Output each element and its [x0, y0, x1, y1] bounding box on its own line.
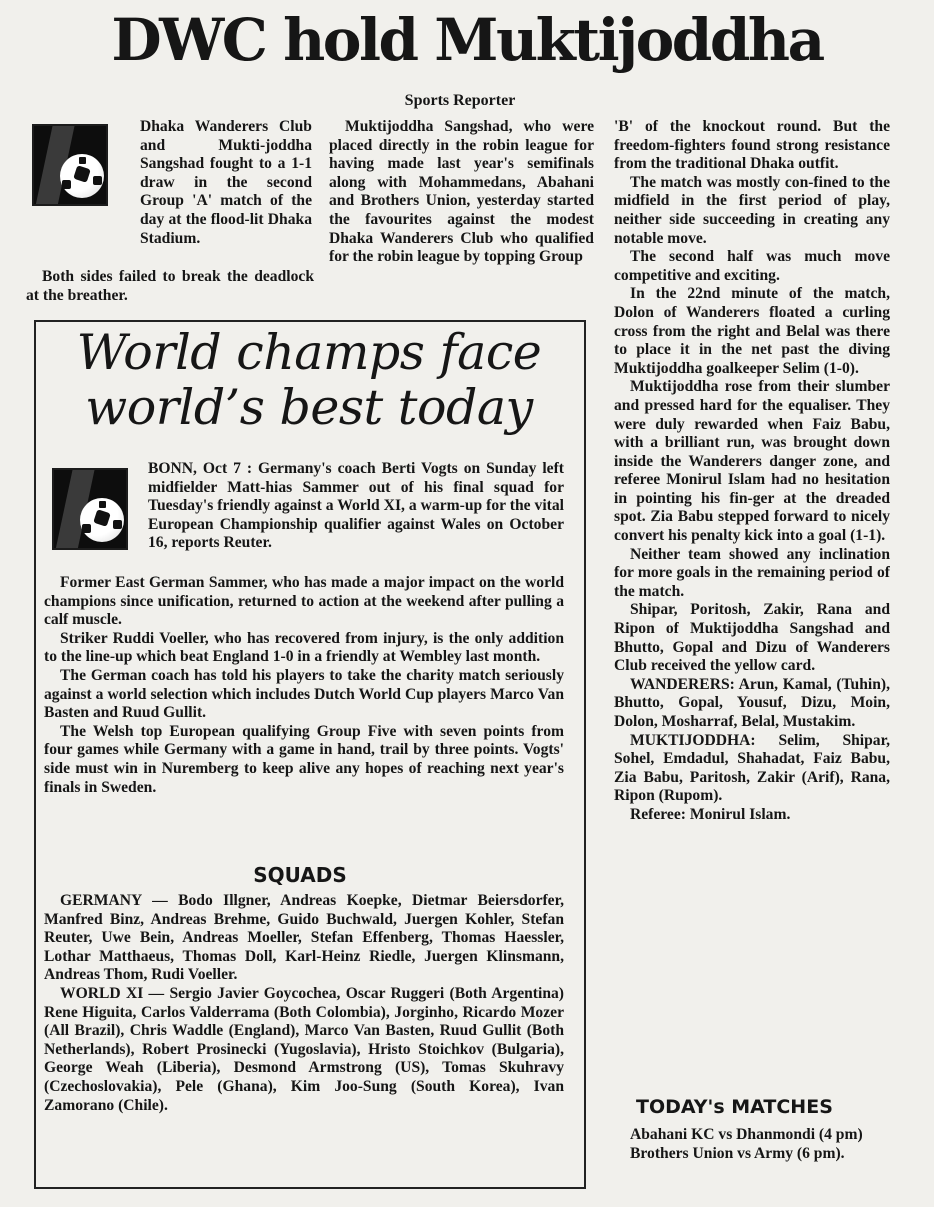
world-p3: Striker Ruddi Voeller, who has recovered from injury, is the only addition to the line-up which beat England 1-0 in a friendly at Wembley last month. [44, 629, 564, 666]
todays-matches-title: TODAY's MATCHES [636, 1096, 833, 1118]
lead-col1-p1: Dhaka Wanderers Club and Mukti-joddha Sangshad fought to a 1-1 draw in the second Group 'A' match of the day at the flood-lit Dhaka Stadium. [140, 118, 312, 247]
lead-col1-col2-wrap [329, 118, 594, 318]
lead-col3-p3: The second half was much move competitive and exciting. [614, 248, 890, 284]
lead-col3-p2: The match was mostly con-fined to the midfield in the first period of play, neither side succeeding in creating any notable move. [614, 173, 890, 247]
todays-matches-list [614, 1126, 890, 1163]
lead-col3-p9: MUKTIJODDHA: Selim, Shipar, Sohel, Emdadul, Shahadat, Faiz Babu, Zia Babu, Paritosh, Zakir (Arif), Rana, Ripon (Rupom). [614, 731, 890, 805]
headline: DWC hold Muktijoddha [111, 6, 823, 74]
world-headline-line2: world’s best today [85, 379, 533, 436]
world-champs-headline [44, 325, 574, 435]
world-p5: The Welsh top European qualifying Group Five with seven points from four games while Germany with a game in hand, trail by three points. Vogts' side must win in Nuremberg to keep alive any hopes of reaching next year's finals in Sweden. [44, 722, 564, 796]
todays-match-1: Abahani KC vs Dhanmondi (4 pm) [630, 1126, 863, 1143]
lead-col3-p6: Neither team showed any inclination for more goals in the remaining period of the match. [614, 545, 890, 600]
world-body [44, 574, 564, 797]
germany-squad: GERMANY — Bodo Illgner, Andreas Koepke, Dietmar Beiersdorfer, Manfred Binz, Andreas Brehme, Guido Buchwald, Juergen Kohler, Stefan Reuter, Uwe Bein, Andreas Moeller, Stefan Effenberg, Thomas Haessler, Lothar Matthaeus, Thomas Doll, Karl-Heinz Riedle, Juergen Klinsmann, Andreas Thom, Rudi Voeller. [44, 892, 564, 984]
world-dateline [148, 460, 564, 553]
lead-col1-narrow [140, 118, 312, 248]
lead-col3-p7: Shipar, Poritosh, Zakir, Rana and Ripon of Muktijoddha Sangshad and Bhutto, Gopal and Dizu of Wanderers Club received the yellow card. [614, 601, 890, 675]
squads-body [44, 892, 564, 1115]
world-headline-line1: World champs face [76, 324, 542, 381]
lead-col3-p1: 'B' of the knockout round. But the freedom-fighters found strong resistance from the traditional Dhaka outfit. [614, 118, 890, 173]
football-photo [32, 124, 108, 206]
lead-col3 [614, 118, 890, 1096]
todays-match-2: Brothers Union vs Army (6 pm). [630, 1144, 845, 1162]
lead-col1-p2: Both sides failed to break the deadlock at the breather. [26, 268, 314, 304]
world-xi-squad: WORLD XI — Sergio Javier Goycochea, Oscar Ruggeri (Both Argentina) Rene Higuita, Carlos Valderrama (Both Colombia), Jorginho, Ricardo Mozer (All Brazil), Chris Waddle (England), Marco Van Basten, Ruud Gullit (Both Netherlands), Robert Prosinecki (Yugoslavia), Hristo Stoichkov (Bulgaria), George Weah (Liberia), Desmond Armstrong (US), Tomas Skuhravy (Czechoslovakia), Pele (Ghana), Kim Joo-Sung (South Korea), Ivan Zamorano (Chile). [44, 984, 564, 1114]
world-p1: BONN, Oct 7 : Germany's coach Berti Vogts on Sunday left midfielder Matt-hias Sammer out of his final squad for Tuesday's friendly against a World XI, a warm-up for the vital European Championship qualifier against Wales on October 16, reports Reuter. [148, 460, 564, 552]
lead-col2-p1: Muktijoddha Sangshad, who were placed directly in the robin league for having made last year's semifinals along with Mohammedans, Abahani and Brothers Union, yesterday started the favourites against the modest Dhaka Wanderers Club who qualified for the robin league by topping Group [329, 118, 594, 266]
lead-col3-p8: WANDERERS: Arun, Kamal, (Tuhin), Bhutto, Gopal, Yousuf, Dizu, Moin, Dolon, Mosharraf, Belal, Mustakim. [614, 675, 890, 730]
squads-title: SQUADS [253, 863, 347, 887]
world-p2: Former East German Sammer, who has made a major impact on the world champions since unification, returned to action at the weekend after pulling a calf muscle. [44, 574, 564, 629]
lead-col3-p5: Muktijoddha rose from their slumber and pressed hard for the equaliser. They were duly rewarded when Faiz Babu, with a brilliant run, was brought down inside the Wanderers danger zone, and referee Monirul Islam had no hesitation in pointing his fin-ger at the dreaded spot. Zia Babu stepped forward to nicely convert his penalty kick into a goal (1-1). [614, 378, 890, 545]
byline: Sports Reporter [404, 92, 516, 109]
lead-col1-lower [26, 268, 314, 305]
football-photo-2 [52, 468, 128, 550]
world-p4: The German coach has told his players to take the charity match seriously against a world selection which includes Dutch World Cup players Marco Van Basten and Ruud Gullit. [44, 666, 564, 722]
lead-col3-p10: Referee: Monirul Islam. [630, 805, 791, 823]
lead-col3-p4: In the 22nd minute of the match, Dolon of Wanderers floated a curling cross from the right and Belal was there to place it in the net past the diving Muktijoddha goalkeeper Selim (1-0). [614, 285, 890, 377]
